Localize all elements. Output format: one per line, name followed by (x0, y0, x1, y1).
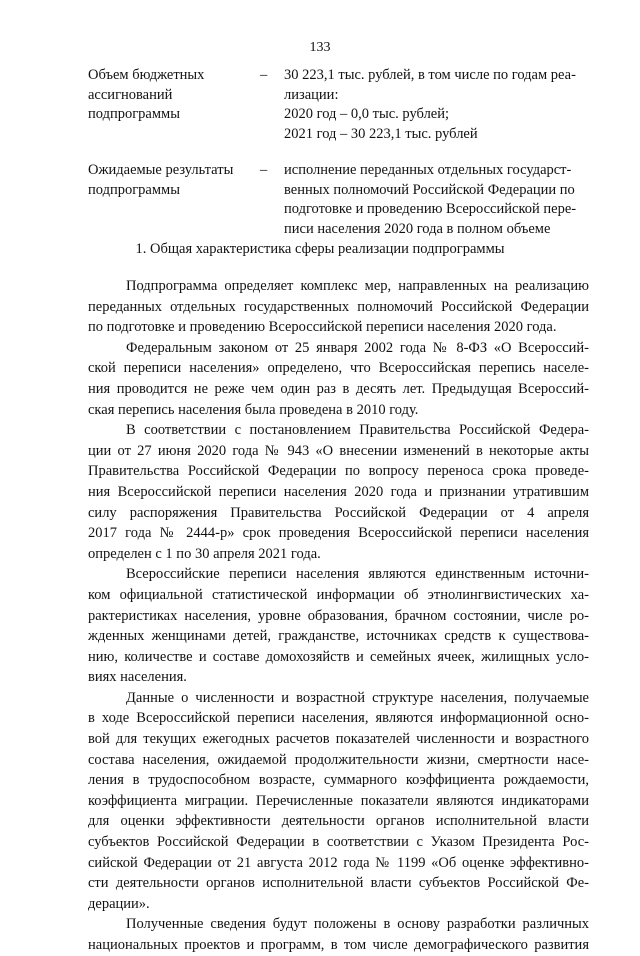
text-line: сийской Федерации от 21 августа 2012 года № 1199 «Об оценке эффективно- (88, 854, 589, 871)
text-line: Данные о численности и возрастной структуре населения, получаемые (126, 689, 589, 706)
text-line: виях населения. (88, 669, 187, 686)
text-line: для оценки эффективности деятельности органов исполнительной власти (88, 813, 589, 830)
page-number: 133 (309, 40, 331, 55)
passport-value-line: 2021 год – 30 223,1 тыс. рублей (284, 125, 478, 142)
text-line: жденных женщинами детей, гражданстве, источниках средств к существова- (88, 628, 589, 645)
paragraph-population-data (88, 688, 589, 915)
text-line: состава населения, ожидаемой продолжительности жизни, смертности насе- (88, 751, 589, 768)
section-heading: 1. Общая характеристика сферы реализации подпрограммы (135, 241, 505, 257)
passport-value-line: писи населения 2020 года в полном объеме (284, 220, 551, 237)
text-line: переданных отдельных государственных полномочий Российской Федерации (88, 298, 589, 315)
text-line: Правительства Российской Федерации по вопросу переноса срока проведе- (88, 463, 589, 480)
passport-value-line: 30 223,1 тыс. рублей, в том числе по годам реа- (284, 67, 576, 83)
text-line: национальных проектов и программ, в том числе демографического развития (88, 937, 589, 953)
passport-value-line: лизации: (284, 86, 339, 103)
passport-dash: – (260, 162, 268, 178)
passport-label-line: ассигнований (88, 86, 173, 103)
passport-value-line: исполнение переданных отдельных государст- (284, 162, 572, 178)
passport-label-line: подпрограммы (88, 106, 180, 122)
text-line: Всероссийские переписи населения являются единственным источни- (126, 566, 589, 583)
text-line: определен с 1 по 30 апреля 2021 года. (88, 545, 321, 562)
passport-value-line: 2020 год – 0,0 тыс. рублей; (284, 106, 450, 122)
subprogram-passport-table (88, 66, 588, 239)
text-line: субъектов Российской Федерации в соответствии с Указом Президента Рос- (88, 834, 589, 851)
passport-value-budget (284, 66, 588, 144)
text-line: ции от 27 июня 2020 года № 943 «О внесении изменений в некоторые акты (88, 442, 589, 459)
passport-label-line: Ожидаемые результаты (88, 162, 234, 178)
passport-value-line: подготовке и проведению Всероссийской пере- (284, 201, 577, 217)
text-line: Полученные сведения будут положены в основу разработки различных (126, 916, 589, 933)
text-line: по подготовке и проведению Всероссийской переписи населения 2020 года. (88, 319, 557, 336)
passport-label-results (88, 161, 260, 200)
passport-label-budget (88, 66, 260, 125)
text-line: дерации». (88, 895, 150, 912)
text-line: ния Всероссийской переписи населения 2020 года и признании утратившим (88, 483, 589, 500)
text-line: Подпрограмма определяет комплекс мер, направленных на реализацию (126, 278, 589, 294)
passport-row-results (88, 161, 588, 239)
text-line: рактеристиках населения, уровне образования, брачном состоянии, числе ро- (88, 607, 589, 624)
passport-value-line: венных полномочий Российской Федерации по (284, 181, 575, 198)
passport-dash: – (260, 67, 268, 83)
text-line: ской переписи населения» определено, что Всероссийская перепись населе- (88, 360, 589, 377)
paragraph-census-source (88, 564, 589, 688)
text-line: в ходе Всероссийской переписи населения, являются информационной осно- (88, 710, 589, 727)
text-line: ния проводится не реже чем один раз в десять лет. Предыдущая Всероссий- (88, 380, 589, 397)
text-line: 2017 года № 2444-р» срок проведения Всероссийской переписи населения (88, 525, 589, 542)
text-line: нию, количестве и составе домохозяйств и семейных ячеек, жилищных усло- (88, 648, 589, 665)
text-line: сти деятельности органов исполнительной власти субъектов Российской Фе- (88, 875, 589, 892)
paragraph-resolution (88, 420, 589, 564)
paragraph-federal-law (88, 338, 589, 420)
text-line: вой для текущих ежегодных расчетов показателей численности и возрастного (88, 731, 589, 748)
text-line: ская перепись населения была проведена в 2010 году. (88, 401, 419, 418)
passport-value-results (284, 161, 588, 239)
paragraph-national-projects (88, 914, 589, 955)
text-line: ком официальной статистической информации об этнолингвистических ха- (88, 586, 589, 603)
text-line: коэффициента миграции. Перечисленные показатели являются индикаторами (88, 792, 589, 809)
body-text (88, 276, 589, 956)
text-line: ления в трудоспособном возрасте, суммарного коэффициента рождаемости, (88, 772, 589, 789)
passport-label-line: Объем бюджетных (88, 67, 205, 83)
passport-row-budget (88, 66, 588, 144)
passport-label-line: подпрограммы (88, 181, 180, 198)
paragraph-purpose (88, 276, 589, 338)
text-line: силу распоряжения Правительства Российской Федерации от 4 апреля (88, 504, 589, 521)
text-line: В соответствии с постановлением Правительства Российской Федера- (126, 422, 589, 439)
text-line: Федеральным законом от 25 января 2002 года № 8-ФЗ «О Всероссий- (126, 339, 589, 356)
